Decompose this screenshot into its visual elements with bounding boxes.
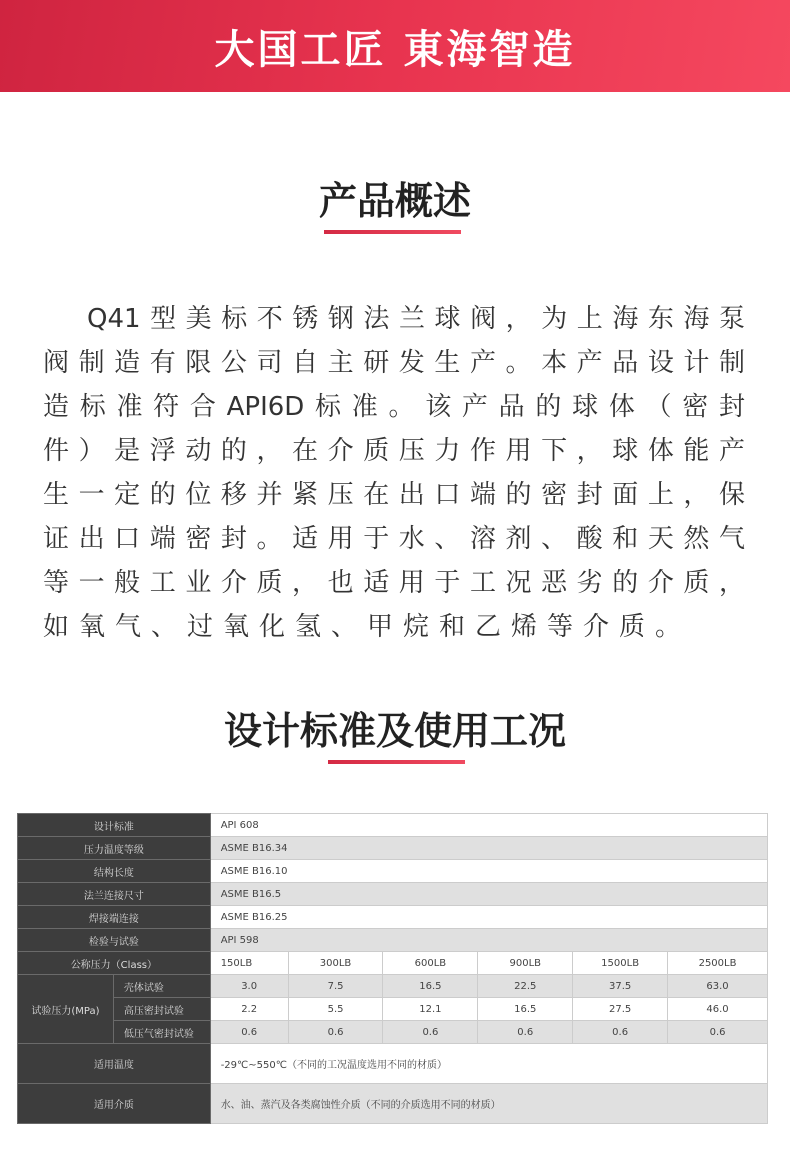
test-value: 0.6: [478, 1021, 573, 1044]
test-value: 16.5: [383, 975, 478, 998]
media-row: [18, 1084, 768, 1124]
class-cell: 1500LB: [573, 952, 668, 975]
row-value: -29℃~550℃（不同的工况温度选用不同的材质）: [210, 1044, 767, 1084]
table-row: [18, 837, 768, 860]
table-row: [18, 883, 768, 906]
row-value: ASME B16.25: [210, 906, 767, 929]
header-banner: [0, 0, 790, 92]
row-value: API 608: [210, 814, 767, 837]
standards-underline: [328, 760, 465, 764]
row-value: ASME B16.34: [210, 837, 767, 860]
row-label: 公称压力（Class）: [18, 952, 211, 975]
row-value: ASME B16.10: [210, 860, 767, 883]
table-row: [18, 929, 768, 952]
para-line: 造标准符合API6D标准。该产品的球体（密封: [43, 392, 745, 422]
test-value: 3.0: [210, 975, 288, 998]
class-cell: 150LB: [210, 952, 288, 975]
test-value: 22.5: [478, 975, 573, 998]
test-value: 2.2: [210, 998, 288, 1021]
row-label: 法兰连接尺寸: [18, 883, 211, 906]
row-label: 设计标准: [18, 814, 211, 837]
test-value: 0.6: [288, 1021, 383, 1044]
row-label: 结构长度: [18, 860, 211, 883]
class-cell: 900LB: [478, 952, 573, 975]
row-value: ASME B16.5: [210, 883, 767, 906]
overview-title: 产品概述: [318, 179, 471, 223]
row-label: 检验与试验: [18, 929, 211, 952]
test-value: 5.5: [288, 998, 383, 1021]
table-row: [18, 906, 768, 929]
test-value: 27.5: [573, 998, 668, 1021]
row-value: API 598: [210, 929, 767, 952]
test-value: 0.6: [573, 1021, 668, 1044]
row-label: 压力温度等级: [18, 837, 211, 860]
test-value: 7.5: [288, 975, 383, 998]
para-line: 如氧气、过氧化氢、甲烷和乙烯等介质。: [43, 612, 692, 642]
test-row: [18, 975, 768, 998]
test-value: 16.5: [478, 998, 573, 1021]
test-label: 高压密封试验: [113, 998, 210, 1021]
para-line: 证出口端密封。适用于水、溶剂、酸和天然气: [43, 524, 745, 554]
para-line: 生一定的位移并紧压在出口端的密封面上，保: [43, 480, 745, 510]
test-label: 壳体试验: [113, 975, 210, 998]
test-value: 0.6: [668, 1021, 768, 1044]
test-value: 63.0: [668, 975, 768, 998]
para-line: Q41型美标不锈钢法兰球阀，为上海东海泵: [87, 304, 745, 334]
table-row: [18, 814, 768, 837]
overview-paragraph: [43, 297, 745, 649]
standards-title: 设计标准及使用工况: [223, 709, 566, 753]
test-group-label: 试验压力(MPa): [18, 975, 114, 1044]
temp-row: [18, 1044, 768, 1084]
test-row: [18, 1021, 768, 1044]
overview-underline: [324, 230, 461, 234]
test-value: 12.1: [383, 998, 478, 1021]
para-line: 件）是浮动的，在介质压力作用下，球体能产: [43, 436, 745, 466]
test-value: 0.6: [210, 1021, 288, 1044]
test-value: 0.6: [383, 1021, 478, 1044]
test-row: [18, 998, 768, 1021]
row-label: 适用介质: [18, 1084, 211, 1124]
test-label: 低压气密封试验: [113, 1021, 210, 1044]
row-label: 适用温度: [18, 1044, 211, 1084]
test-value: 46.0: [668, 998, 768, 1021]
class-row: [18, 952, 768, 975]
row-value: 水、油、蒸汽及各类腐蚀性介质（不同的介质选用不同的材质）: [210, 1084, 767, 1124]
class-cell: 2500LB: [668, 952, 768, 975]
row-label: 焊接端连接: [18, 906, 211, 929]
banner-title: 大国工匠 東海智造: [214, 26, 576, 73]
class-cell: 600LB: [383, 952, 478, 975]
test-value: 37.5: [573, 975, 668, 998]
para-line: 阀制造有限公司自主研发生产。本产品设计制: [43, 348, 745, 378]
table-row: [18, 860, 768, 883]
standards-table: [17, 813, 768, 1124]
class-cell: 300LB: [288, 952, 383, 975]
para-line: 等一般工业介质，也适用于工况恶劣的介质，: [43, 568, 745, 598]
